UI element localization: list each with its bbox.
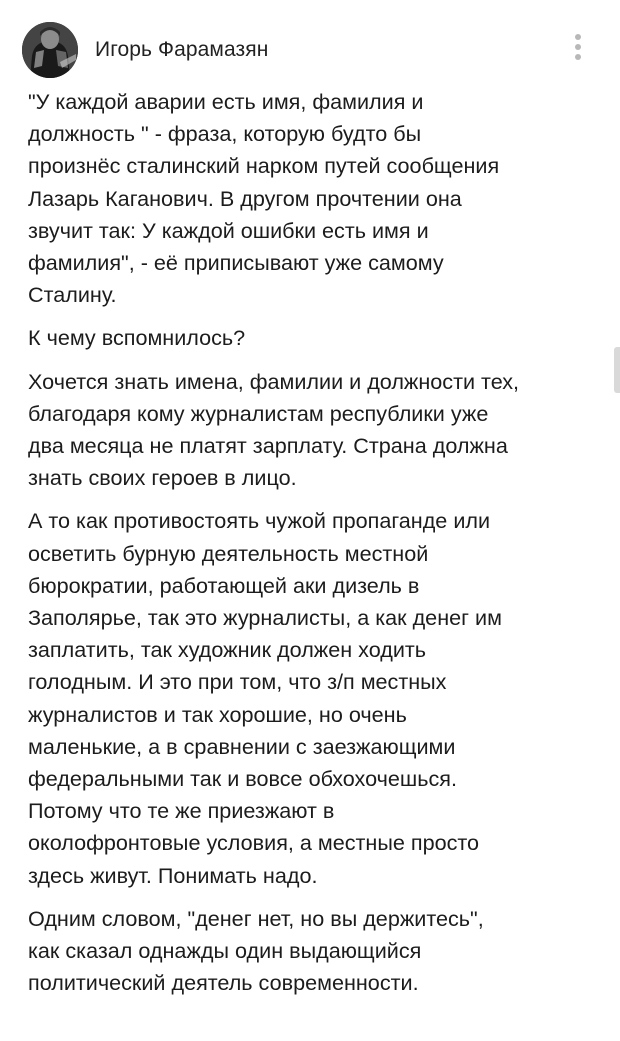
post-body (28, 86, 600, 1010)
post-paragraph: Хочется знать имена, фамилии и должности тех, благодаря кому журналистам республики уже два месяца не платят зарплату. Страна должна знать своих героев в лицо. (28, 368, 520, 491)
author-avatar[interactable] (22, 22, 78, 78)
avatar-photo-icon (22, 22, 78, 78)
post-paragraph: Одним словом, "денег нет, но вы держитесь", как сказал однажды один выдающийся политический деятель современности. (28, 905, 484, 996)
post-paragraph: А то как противостоять чужой пропаганде или осветить бурную деятельность местной бюрократии, работающей аки дизель в Заполярье, так это журналисты, а как денег им заплатить, так художник должен ходить голодным. И это при том, что з/п местных журналистов и так хорошие, но очень маленькие, а в сравнении с заезжающими федеральными так и вовсе обхохочешься. Потому что те же приезжают в околофронтовые условия, а местные просто здесь живут. Понимать надо. (28, 508, 502, 888)
post-paragraph: "У каждой аварии есть имя, фамилия и должность " - фраза, которую будто бы произнёс сталинский нарком путей сообщения Лазарь Каганович. В другом прочтении она звучит так: У каждой ошибки есть имя и фамилия", - её приписывают уже самому Сталину. (28, 89, 500, 308)
scrollbar-thumb[interactable] (614, 347, 620, 393)
author-name[interactable]: Игорь Фарамазян (95, 38, 269, 61)
post-header (22, 22, 598, 78)
post-paragraph: К чему вспомнилось? (28, 325, 246, 351)
more-vertical-icon[interactable] (570, 34, 586, 70)
